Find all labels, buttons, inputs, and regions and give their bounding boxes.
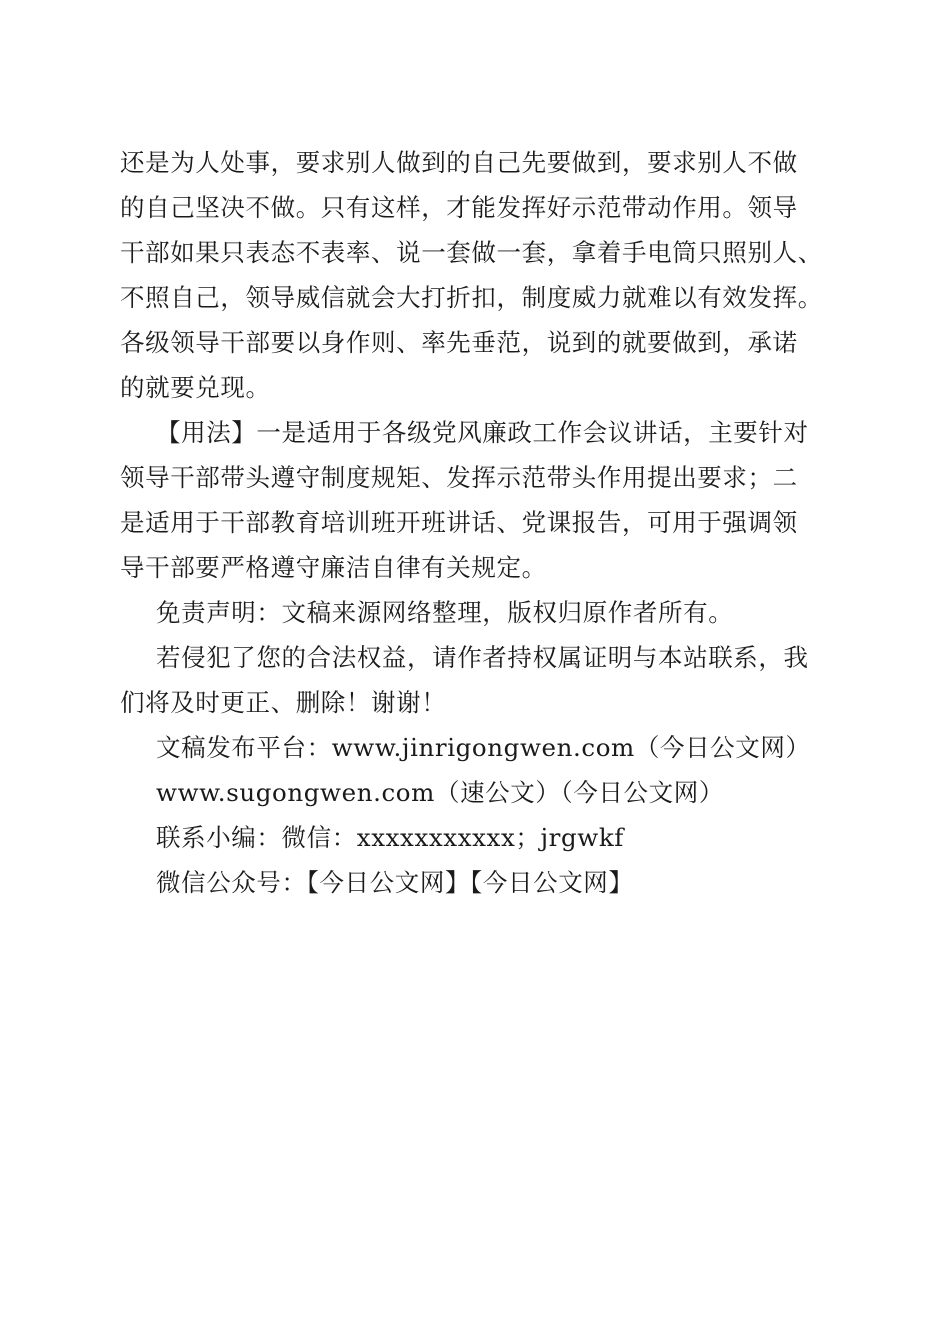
infringement-line: 们将及时更正、删除！谢谢！ (120, 688, 447, 717)
paragraph-line: 各级领导干部要以身作则、率先垂范，说到的就要做到，承诺 (120, 328, 798, 357)
contact-text: 联系小编：微信：xxxxxxxxxxx；jrgwkf (156, 823, 624, 852)
usage-line: 是适用于干部教育培训班开班讲话、党课报告，可用于强调领 (120, 508, 798, 537)
paragraph-line: 还是为人处事，要求别人做到的自己先要做到，要求别人不做 (120, 148, 798, 177)
disclaimer-text: 免责声明：文稿来源网络整理，版权归原作者所有。 (156, 598, 734, 627)
paragraph-line: 干部如果只表态不表率、说一套做一套，拿着手电筒只照别人、 (120, 238, 823, 267)
usage-line: 导干部要严格遵守廉洁自律有关规定。 (120, 553, 547, 582)
platform-text: 文稿发布平台：www.jinrigongwen.com（今日公文网） (156, 733, 811, 762)
paragraph-line: 的就要兑现。 (120, 373, 271, 402)
usage-line: 【用法】一是适用于各级党风廉政工作会议讲话，主要针对 (156, 418, 809, 447)
infringement-line: 若侵犯了您的合法权益，请作者持权属证明与本站联系，我 (156, 643, 809, 672)
usage-line: 领导干部带头遵守制度规矩、发挥示范带头作用提出要求；二 (120, 463, 798, 492)
site2-text: www.sugongwen.com（速公文）（今日公文网） (156, 778, 724, 807)
wechat-account-text: 微信公众号：【今日公文网】【今日公文网】 (156, 868, 634, 897)
paragraph-line: 的自己坚决不做。只有这样，才能发挥好示范带动作用。领导 (120, 193, 798, 222)
paragraph-line: 不照自己，领导威信就会大打折扣，制度威力就难以有效发挥。 (120, 283, 823, 312)
